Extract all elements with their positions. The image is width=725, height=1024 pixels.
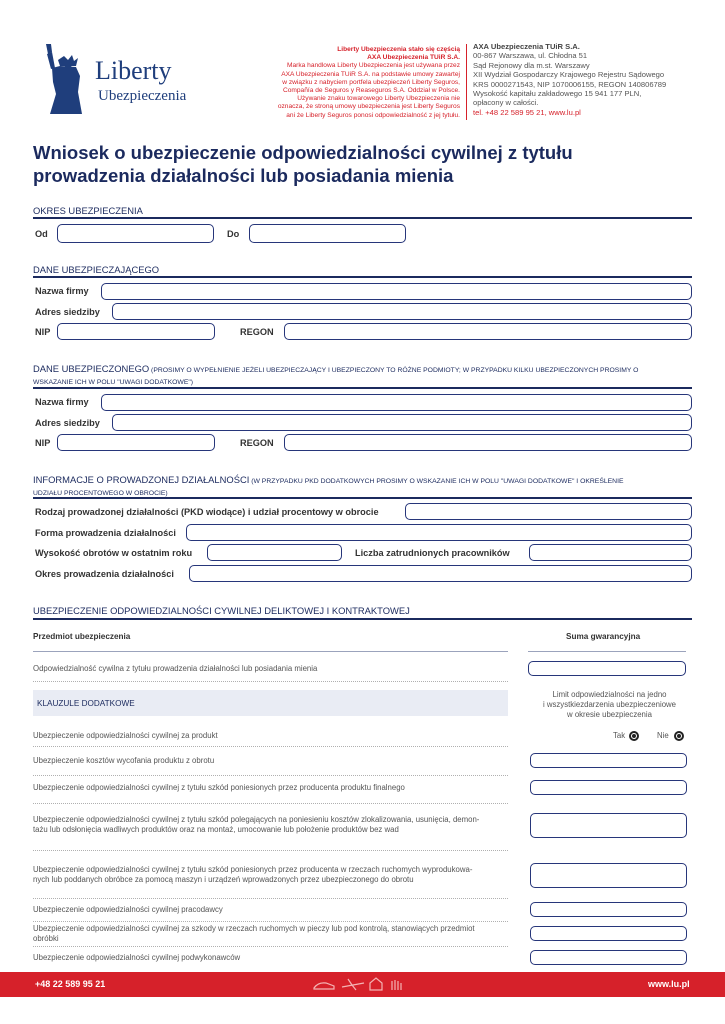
insured-nip-field[interactable]: [57, 434, 215, 451]
clauses-header: KLAUZULE DODATKOWE: [37, 699, 135, 708]
insured-company-label: Nazwa firmy: [35, 397, 89, 407]
company-info: [473, 42, 713, 117]
footer-phone: +48 22 589 95 21: [35, 979, 106, 989]
insurer-section-title: DANE UBEZPIECZAJĄCEGO: [33, 264, 160, 275]
hand-icon: [392, 980, 401, 990]
insurer-company-field[interactable]: [101, 283, 692, 300]
activity-section-rule: [33, 497, 692, 499]
activity-section-label: INFORMACJE O PROWADZONEJ DZIAŁALNOŚCI: [33, 474, 250, 485]
clause-care-custody-line-2: obróbki: [33, 934, 59, 943]
note-line-7: Używanie znaku towarowego Liberty Ubezpieczenia nie: [297, 95, 460, 103]
footer-icons: [312, 975, 412, 995]
clause-subcontractors-field[interactable]: [530, 950, 687, 965]
row-separator: [33, 746, 508, 747]
liberty-logo: [38, 42, 198, 114]
clause-removal-costs-line-2: tażu lub odsłonięcia wadliwych produktów oraz na montaż, umocowanie lub położenie produktów bez wad: [33, 825, 399, 834]
period-to-label: Do: [227, 229, 240, 239]
insurer-regon-field[interactable]: [284, 323, 692, 340]
activity-form-field[interactable]: [186, 524, 692, 541]
activity-period-label: Okres prowadzenia działalności: [35, 569, 174, 579]
activity-section-note: (W PRZYPADKU PKD DODATKOWYCH PROSIMY O WSKAZANIE ICH W POLU "UWAGI DODATKOWE" I OKREŚLENIE: [249, 478, 624, 485]
activity-turnover-label: Wysokość obrotów w ostatnim roku: [35, 548, 193, 558]
insurer-nip-label: NIP: [35, 327, 51, 337]
clause-final-product-field[interactable]: [530, 780, 687, 795]
company-line-5: Wysokość kapitału zakładowego 15 941 177 PLN,: [473, 89, 642, 99]
insured-regon-label: REGON: [240, 438, 274, 448]
company-line-2: Sąd Rejonowy dla m.st. Warszawy: [473, 60, 590, 70]
insured-section-note: (PROSIMY O WYPEŁNIENIE JEŻELI UBEZPIECZAJĄCY I UBEZPIECZONY TO RÓŻNE PODMIOTY; W PRZYPADKU KILKU UBEZPIECZONYCH PROSIMY O: [149, 367, 639, 374]
subject-column-header: Przedmiot ubezpieczenia: [33, 632, 131, 641]
title-line-1: Wniosek o ubezpieczenie odpowiedzialności cywilnej z tytułu: [33, 142, 573, 163]
insurer-nip-field[interactable]: [57, 323, 215, 340]
no-label: Nie: [657, 731, 669, 740]
limit-column-header: [528, 690, 691, 720]
insurer-regon-label: REGON: [240, 327, 274, 337]
note-line-1: Liberty Ubezpieczenia stało się częścią: [337, 46, 460, 53]
clause-product-recall-field[interactable]: [530, 753, 687, 768]
footer-bar: [0, 972, 725, 997]
row-separator: [33, 775, 508, 776]
insured-section-note-2: WSKAZANIE ICH W POLU "UWAGI DODATKOWE"): [33, 379, 194, 386]
limit-header-line-2: i wszystkiezdarzenia ubezpieczeniowe: [542, 700, 677, 709]
row-separator: [33, 681, 508, 682]
clause-machinery-line-2: nych lub poddanych obróbce za pomocą maszyn i urządzeń wprowadzonych przez ubezpieczonego do obrotu: [33, 875, 414, 884]
header-divider: [466, 44, 467, 120]
insurer-company-label: Nazwa firmy: [35, 286, 89, 296]
period-to-field[interactable]: [249, 224, 406, 243]
note-line-6: Compañía de Seguros y Reaseguros S.A. Oddział w Polsce.: [282, 87, 460, 95]
acquisition-note: [240, 46, 460, 120]
period-section-rule: [33, 217, 692, 219]
insured-address-label: Adres siedziby: [35, 418, 100, 428]
brand-name: Liberty: [95, 56, 172, 85]
activity-section-title: [33, 475, 693, 499]
limit-header-line-1: Limit odpowiedzialności na jedno: [552, 690, 667, 699]
insured-regon-field[interactable]: [284, 434, 692, 451]
period-section-title: OKRES UBEZPIECZENIA: [33, 205, 143, 216]
clause-care-custody-line-1: Ubezpieczenie odpowiedzialności cywilnej za szkody w rzeczach ruchomych w pieczy lub pod kontrolą, stanowiących przedmiot: [33, 924, 475, 933]
note-line-3: Marka handlowa Liberty Ubezpieczenia jest używana przez: [287, 62, 460, 70]
insured-section-rule: [33, 387, 692, 389]
car-icon: [314, 983, 334, 989]
clause-removal-costs: [33, 815, 523, 835]
row-separator: [33, 898, 508, 899]
company-contact: tel. +48 22 589 95 21, www.lu.pl: [473, 107, 581, 117]
insured-section-label: DANE UBEZPIECZONEGO: [33, 363, 150, 374]
yes-label: Tak: [613, 731, 626, 740]
statue-of-liberty-icon: [38, 42, 98, 114]
activity-turnover-field[interactable]: [207, 544, 342, 561]
note-line-8: oznacza, że stroną umowy ubezpieczenia jest Liberty Seguros: [277, 103, 460, 111]
period-from-label: Od: [35, 229, 48, 239]
activity-employees-label: Liczba zatrudnionych pracowników: [355, 548, 510, 558]
clause-removal-costs-field[interactable]: [530, 813, 687, 838]
activity-pkd-label: Rodzaj prowadzonej działalności (PKD wiodące) i udział procentowy w obrocie: [35, 507, 379, 517]
activity-pkd-field[interactable]: [405, 503, 692, 520]
footer-website: www.lu.pl: [648, 979, 690, 989]
company-line-1: 00-867 Warszawa, ul. Chłodna 51: [473, 51, 588, 61]
insured-company-field[interactable]: [101, 394, 692, 411]
no-radio[interactable]: [674, 731, 684, 741]
note-line-9: ani że Liberty Seguros ponosi odpowiedzialność z jej tytułu.: [286, 111, 460, 119]
company-line-4: KRS 0000271543, NIP 1070006155, REGON 140806789: [473, 79, 667, 89]
activity-section-note-2: UDZIAŁU PROCENTOWEGO W OBROCIE): [33, 490, 168, 497]
brand-subname: Ubezpieczenia: [98, 88, 187, 104]
insurer-address-label: Adres siedziby: [35, 307, 100, 317]
page-title: [33, 141, 713, 187]
title-line-2: prowadzenia działalności lub posiadania mienia: [33, 165, 454, 186]
clause-machinery-field[interactable]: [530, 863, 687, 888]
liability-section-rule: [33, 618, 692, 620]
clause-care-custody: [33, 924, 523, 944]
clause-employer-field[interactable]: [530, 902, 687, 917]
insured-section-title: [33, 364, 693, 388]
yes-radio[interactable]: [629, 731, 639, 741]
limit-header-line-3: w okresie ubezpieczenia: [567, 710, 652, 719]
insurer-address-field[interactable]: [112, 303, 692, 320]
clause-product-liability: Ubezpieczenie odpowiedzialności cywilnej za produkt: [33, 731, 218, 740]
company-line-3: XII Wydział Gospodarczy Krajowego Rejestru Sądowego: [473, 70, 665, 80]
insurer-section-rule: [33, 276, 692, 278]
row-separator: [33, 946, 508, 947]
clause-machinery-line-1: Ubezpieczenie odpowiedzialności cywilnej z tytułu szkód poniesionych przez producenta w rzeczach ruchomych wyprodukowa-: [33, 865, 473, 874]
main-liability-sum-field[interactable]: [528, 661, 686, 676]
activity-form-label: Forma prowadzenia działalności: [35, 528, 176, 538]
clause-employer: Ubezpieczenie odpowiedzialności cywilnej pracodawcy: [33, 905, 223, 914]
activity-employees-field[interactable]: [529, 544, 692, 561]
row-separator: [33, 803, 508, 804]
table-header-line-left: [33, 651, 508, 652]
note-line-4: AXA Ubezpieczenia TUiR S.A. na podstawie umowy zawartej: [281, 70, 460, 78]
company-line-6: opłacony w całości.: [473, 98, 539, 108]
period-from-field[interactable]: [57, 224, 214, 243]
row-separator: [33, 850, 508, 851]
note-line-5: w związku z nabyciem portfela ubezpieczeń Liberty Seguros,: [282, 78, 460, 86]
clause-care-custody-field[interactable]: [530, 926, 687, 941]
note-line-2: AXA Ubezpieczenia TUiR S.A.: [367, 54, 460, 62]
clause-final-product: Ubezpieczenie odpowiedzialności cywilnej z tytułu szkód poniesionych przez producenta produktu finalnego: [33, 783, 405, 792]
table-header-line-right: [528, 651, 686, 652]
liability-section-title: UBEZPIECZENIE ODPOWIEDZIALNOŚCI CYWILNEJ DELIKTOWEJ I KONTRAKTOWEJ: [33, 605, 410, 616]
clause-subcontractors: Ubezpieczenie odpowiedzialności cywilnej podwykonawców: [33, 953, 241, 962]
house-icon: [370, 978, 382, 990]
insured-address-field[interactable]: [112, 414, 692, 431]
clause-removal-costs-line-1: Ubezpieczenie odpowiedzialności cywilnej z tytułu szkód polegających na poniesieniu kosztów zlokalizowania, usunięcia, demon-: [33, 815, 480, 824]
row-separator: [33, 921, 508, 922]
plane-icon: [342, 979, 364, 990]
company-name: AXA Ubezpieczenia TUiR S.A.: [473, 42, 580, 51]
clause-product-recall: Ubezpieczenie kosztów wycofania produktu z obrotu: [33, 756, 215, 765]
sum-column-header: Suma gwarancyjna: [566, 632, 641, 641]
insured-nip-label: NIP: [35, 438, 51, 448]
main-liability-row: Odpowiedzialność cywilna z tytułu prowadzenia działalności lub posiadania mienia: [33, 664, 318, 673]
clause-machinery: [33, 865, 523, 885]
activity-period-field[interactable]: [189, 565, 692, 582]
